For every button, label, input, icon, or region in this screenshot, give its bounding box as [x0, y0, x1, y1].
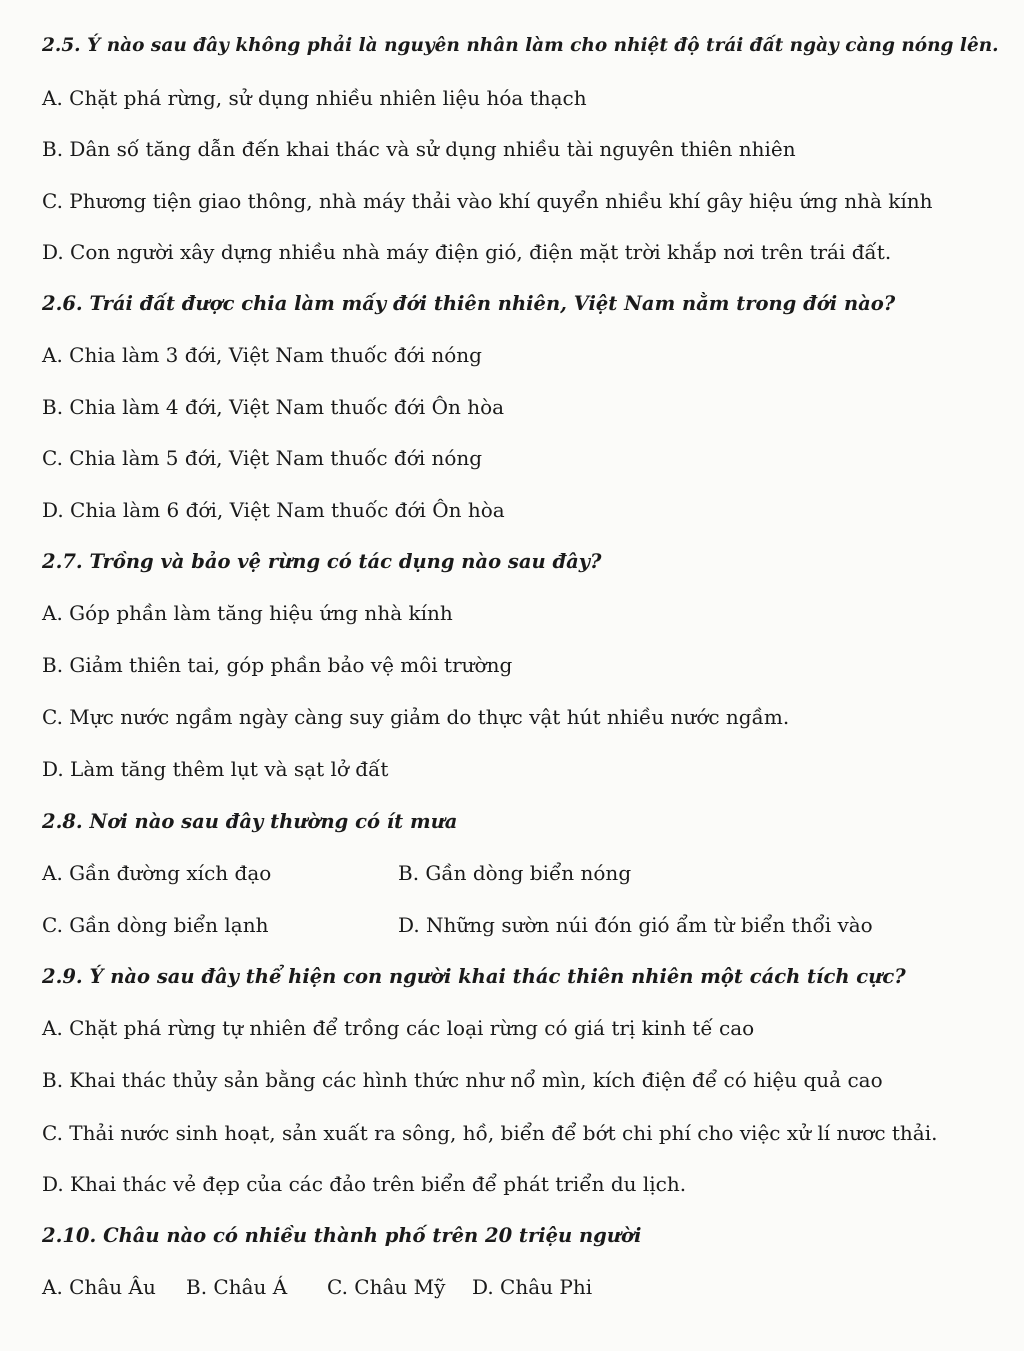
question-2-7-title: 2.7. Trồng và bảo vệ rừng có tác dụng nào sau đây? [42, 550, 602, 573]
question-2-7-option-b: B. Giảm thiên tai, góp phần bảo vệ môi trường [42, 653, 513, 677]
question-2-9-title: 2.9. Ý nào sau đây thể hiện con người khai thác thiên nhiên một cách tích cực? [42, 965, 906, 988]
question-2-5-option-d: D. Con người xây dựng nhiều nhà máy điện gió, điện mặt trời khắp nơi trên trái đất. [42, 240, 892, 264]
question-2-5-option-b: B. Dân số tăng dẫn đến khai thác và sử dụng nhiều tài nguyên thiên nhiên [42, 137, 796, 161]
question-2-9-option-d: D. Khai thác vẻ đẹp của các đảo trên biển để phát triển du lịch. [42, 1172, 687, 1196]
question-2-6-option-d: D. Chia làm 6 đới, Việt Nam thuốc đới Ôn hòa [42, 498, 505, 522]
question-2-5-option-a: A. Chặt phá rừng, sử dụng nhiều nhiên liệu hóa thạch [42, 86, 587, 110]
question-2-9-option-b: B. Khai thác thủy sản bằng các hình thức như nổ mìn, kích điện để có hiệu quả cao [42, 1068, 883, 1092]
question-2-10-option-d: D. Châu Phi [472, 1275, 593, 1299]
question-2-7-option-c: C. Mực nước ngầm ngày càng suy giảm do thực vật hút nhiều nước ngầm. [42, 705, 790, 729]
question-2-5-title: 2.5. Ý nào sau đây không phải là nguyên nhân làm cho nhiệt độ trái đất ngày càng nóng lên. [42, 35, 999, 56]
question-2-8-option-c: C. Gần dòng biển lạnh [42, 913, 269, 937]
question-2-10-option-b: B. Châu Á [186, 1275, 288, 1299]
question-2-6-title: 2.6. Trái đất được chia làm mấy đới thiên nhiên, Việt Nam nằm trong đới nào? [42, 292, 896, 315]
question-2-6-option-c: C. Chia làm 5 đới, Việt Nam thuốc đới nóng [42, 446, 483, 470]
question-2-6-option-b: B. Chia làm 4 đới, Việt Nam thuốc đới Ôn hòa [42, 395, 505, 419]
question-2-8-option-d: D. Những sườn núi đón gió ẩm từ biển thổi vào [398, 913, 873, 937]
question-2-5-option-c: C. Phương tiện giao thông, nhà máy thải vào khí quyển nhiều khí gây hiệu ứng nhà kính [42, 189, 933, 213]
question-2-7-option-a: A. Góp phần làm tăng hiệu ứng nhà kính [42, 601, 453, 625]
question-2-6-option-a: A. Chia làm 3 đới, Việt Nam thuốc đới nóng [42, 343, 482, 367]
question-2-8-option-a: A. Gần đường xích đạo [42, 861, 272, 885]
question-2-10-option-c: C. Châu Mỹ [327, 1275, 446, 1299]
question-2-9-option-c: C. Thải nước sinh hoạt, sản xuất ra sông, hồ, biển để bớt chi phí cho việc xử lí nươc thải. [42, 1121, 938, 1145]
question-2-9-option-a: A. Chặt phá rừng tự nhiên để trồng các loại rừng có giá trị kinh tế cao [42, 1016, 755, 1040]
question-2-7-option-d: D. Làm tăng thêm lụt và sạt lở đất [42, 757, 389, 781]
question-2-8-option-b: B. Gần dòng biển nóng [398, 861, 632, 885]
question-2-10-title: 2.10. Châu nào có nhiều thành phố trên 20 triệu người [42, 1224, 642, 1247]
question-2-10-option-a: A. Châu Âu [42, 1275, 156, 1299]
question-2-8-title: 2.8. Nơi nào sau đây thường có ít mưa [42, 810, 458, 833]
